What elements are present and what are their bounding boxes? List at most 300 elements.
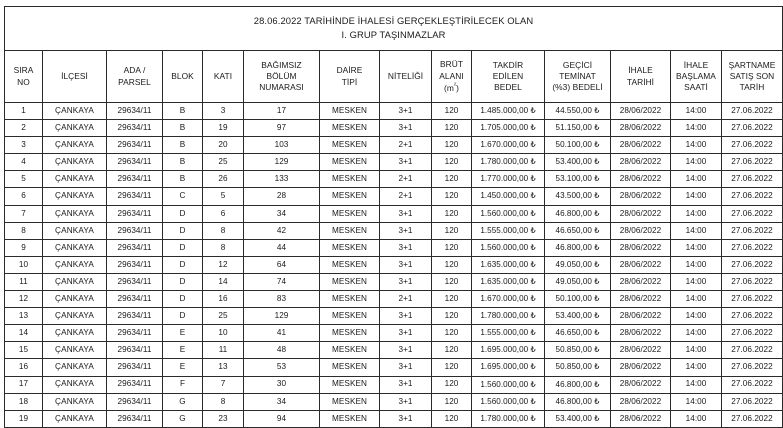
cell-bagimsiz-bolum-numarasi[interactable]: 41 xyxy=(244,325,320,342)
cell-blok[interactable]: E xyxy=(163,342,203,359)
cell-blok[interactable]: F xyxy=(163,376,203,393)
cell-brut-alani[interactable]: 120 xyxy=(432,120,472,137)
cell-niteligi[interactable]: MESKEN xyxy=(320,359,380,376)
cell-ihale-baslama-saati[interactable]: 14:00 xyxy=(671,103,722,120)
cell-ada-parsel[interactable]: 29634/11 xyxy=(107,222,163,239)
cell-ilcesi[interactable]: ÇANKAYA xyxy=(43,376,107,393)
cell-ilcesi[interactable]: ÇANKAYA xyxy=(43,239,107,256)
cell-ihale-tarihi[interactable]: 28/06/2022 xyxy=(611,154,671,171)
table-row[interactable] xyxy=(5,359,783,376)
cell-blok[interactable]: C xyxy=(163,188,203,205)
column-header-blok[interactable] xyxy=(163,51,203,103)
cell-bagimsiz-bolum-numarasi[interactable]: 42 xyxy=(244,222,320,239)
cell-sartname-satis-son-tarih[interactable]: 27.06.2022 xyxy=(722,120,783,137)
cell-daire-tipi[interactable]: 3+1 xyxy=(380,256,432,273)
cell-sartname-satis-son-tarih[interactable]: 27.06.2022 xyxy=(722,308,783,325)
cell-ada-parsel[interactable]: 29634/11 xyxy=(107,171,163,188)
cell-takdir-edilen-bedel[interactable]: 1.780.000,00 ₺ xyxy=(472,308,545,325)
table-row[interactable] xyxy=(5,393,783,410)
cell-kati[interactable]: 12 xyxy=(203,256,244,273)
cell-brut-alani[interactable]: 120 xyxy=(432,137,472,154)
cell-takdir-edilen-bedel[interactable]: 1.780.000,00 ₺ xyxy=(472,410,545,427)
cell-sira-no[interactable]: 16 xyxy=(5,359,43,376)
cell-ilcesi[interactable]: ÇANKAYA xyxy=(43,308,107,325)
cell-sira-no[interactable]: 13 xyxy=(5,308,43,325)
cell-brut-alani[interactable]: 120 xyxy=(432,239,472,256)
cell-sartname-satis-son-tarih[interactable]: 27.06.2022 xyxy=(722,239,783,256)
cell-ada-parsel[interactable]: 29634/11 xyxy=(107,239,163,256)
cell-takdir-edilen-bedel[interactable]: 1.695.000,00 ₺ xyxy=(472,359,545,376)
cell-brut-alani[interactable]: 120 xyxy=(432,376,472,393)
cell-blok[interactable]: G xyxy=(163,393,203,410)
column-header-dai-re-ti-pi[interactable] xyxy=(320,51,380,103)
cell-niteligi[interactable]: MESKEN xyxy=(320,171,380,188)
cell-takdir-edilen-bedel[interactable]: 1.770.000,00 ₺ xyxy=(472,171,545,188)
cell-kati[interactable]: 16 xyxy=(203,291,244,308)
cell-bagimsiz-bolum-numarasi[interactable]: 34 xyxy=(244,205,320,222)
cell-gecici-teminat-bedeli[interactable]: 46.800,00 ₺ xyxy=(545,376,611,393)
cell-ihale-tarihi[interactable]: 28/06/2022 xyxy=(611,239,671,256)
cell-takdir-edilen-bedel[interactable]: 1.560.000,00 ₺ xyxy=(472,393,545,410)
cell-takdir-edilen-bedel[interactable]: 1.555.000,00 ₺ xyxy=(472,222,545,239)
table-row[interactable] xyxy=(5,325,783,342)
cell-ihale-tarihi[interactable]: 28/06/2022 xyxy=(611,308,671,325)
cell-ada-parsel[interactable]: 29634/11 xyxy=(107,273,163,290)
cell-gecici-teminat-bedeli[interactable]: 46.800,00 ₺ xyxy=(545,205,611,222)
cell-ihale-baslama-saati[interactable]: 14:00 xyxy=(671,222,722,239)
cell-takdir-edilen-bedel[interactable]: 1.695.000,00 ₺ xyxy=(472,342,545,359)
cell-niteligi[interactable]: MESKEN xyxy=(320,256,380,273)
cell-ihale-tarihi[interactable]: 28/06/2022 xyxy=(611,410,671,427)
cell-daire-tipi[interactable]: 2+1 xyxy=(380,137,432,154)
cell-bagimsiz-bolum-numarasi[interactable]: 129 xyxy=(244,308,320,325)
cell-blok[interactable]: D xyxy=(163,308,203,325)
cell-sira-no[interactable]: 1 xyxy=(5,103,43,120)
cell-kati[interactable]: 14 xyxy=(203,273,244,290)
cell-brut-alani[interactable]: 120 xyxy=(432,103,472,120)
cell-ihale-tarihi[interactable]: 28/06/2022 xyxy=(611,342,671,359)
cell-niteligi[interactable]: MESKEN xyxy=(320,103,380,120)
cell-ihale-baslama-saati[interactable]: 14:00 xyxy=(671,359,722,376)
cell-kati[interactable]: 8 xyxy=(203,393,244,410)
cell-blok[interactable]: B xyxy=(163,154,203,171)
cell-ada-parsel[interactable]: 29634/11 xyxy=(107,342,163,359)
column-header-i-hale-tari-hi[interactable] xyxy=(611,51,671,103)
cell-ilcesi[interactable]: ÇANKAYA xyxy=(43,137,107,154)
cell-sartname-satis-son-tarih[interactable]: 27.06.2022 xyxy=(722,256,783,273)
cell-ihale-tarihi[interactable]: 28/06/2022 xyxy=(611,273,671,290)
cell-takdir-edilen-bedel[interactable]: 1.670.000,00 ₺ xyxy=(472,137,545,154)
cell-daire-tipi[interactable]: 3+1 xyxy=(380,103,432,120)
cell-daire-tipi[interactable]: 3+1 xyxy=(380,325,432,342)
cell-ihale-baslama-saati[interactable]: 14:00 xyxy=(671,256,722,273)
table-row[interactable] xyxy=(5,376,783,393)
cell-niteligi[interactable]: MESKEN xyxy=(320,205,380,222)
cell-niteligi[interactable]: MESKEN xyxy=(320,137,380,154)
cell-ihale-baslama-saati[interactable]: 14:00 xyxy=(671,410,722,427)
cell-niteligi[interactable]: MESKEN xyxy=(320,120,380,137)
cell-takdir-edilen-bedel[interactable]: 1.635.000,00 ₺ xyxy=(472,256,545,273)
cell-ada-parsel[interactable]: 29634/11 xyxy=(107,308,163,325)
cell-sartname-satis-son-tarih[interactable]: 27.06.2022 xyxy=(722,359,783,376)
cell-ada-parsel[interactable]: 29634/11 xyxy=(107,120,163,137)
cell-bagimsiz-bolum-numarasi[interactable]: 133 xyxy=(244,171,320,188)
table-row[interactable] xyxy=(5,342,783,359)
cell-bagimsiz-bolum-numarasi[interactable]: 94 xyxy=(244,410,320,427)
cell-brut-alani[interactable]: 120 xyxy=(432,342,472,359)
cell-daire-tipi[interactable]: 3+1 xyxy=(380,120,432,137)
cell-niteligi[interactable]: MESKEN xyxy=(320,239,380,256)
cell-ada-parsel[interactable]: 29634/11 xyxy=(107,376,163,393)
cell-sira-no[interactable]: 18 xyxy=(5,393,43,410)
cell-bagimsiz-bolum-numarasi[interactable]: 83 xyxy=(244,291,320,308)
cell-gecici-teminat-bedeli[interactable]: 53.400,00 ₺ xyxy=(545,410,611,427)
cell-kati[interactable]: 8 xyxy=(203,222,244,239)
cell-gecici-teminat-bedeli[interactable]: 53.100,00 ₺ xyxy=(545,171,611,188)
cell-ihale-baslama-saati[interactable]: 14:00 xyxy=(671,393,722,410)
cell-ada-parsel[interactable]: 29634/11 xyxy=(107,256,163,273)
column-header-sartname-satis-son-tari-h[interactable] xyxy=(722,51,783,103)
cell-sartname-satis-son-tarih[interactable]: 27.06.2022 xyxy=(722,222,783,239)
cell-brut-alani[interactable]: 120 xyxy=(432,256,472,273)
cell-ada-parsel[interactable]: 29634/11 xyxy=(107,325,163,342)
cell-niteligi[interactable]: MESKEN xyxy=(320,342,380,359)
cell-takdir-edilen-bedel[interactable]: 1.560.000,00 ₺ xyxy=(472,239,545,256)
cell-ilcesi[interactable]: ÇANKAYA xyxy=(43,342,107,359)
cell-ada-parsel[interactable]: 29634/11 xyxy=(107,137,163,154)
cell-brut-alani[interactable]: 120 xyxy=(432,188,472,205)
cell-takdir-edilen-bedel[interactable]: 1.555.000,00 ₺ xyxy=(472,325,545,342)
cell-sartname-satis-son-tarih[interactable]: 27.06.2022 xyxy=(722,154,783,171)
cell-ihale-tarihi[interactable]: 28/06/2022 xyxy=(611,120,671,137)
cell-ihale-tarihi[interactable]: 28/06/2022 xyxy=(611,171,671,188)
cell-ihale-baslama-saati[interactable]: 14:00 xyxy=(671,291,722,308)
cell-blok[interactable]: B xyxy=(163,171,203,188)
cell-takdir-edilen-bedel[interactable]: 1.670.000,00 ₺ xyxy=(472,291,545,308)
cell-brut-alani[interactable]: 120 xyxy=(432,291,472,308)
cell-ilcesi[interactable]: ÇANKAYA xyxy=(43,359,107,376)
cell-daire-tipi[interactable]: 2+1 xyxy=(380,291,432,308)
cell-ihale-baslama-saati[interactable]: 14:00 xyxy=(671,205,722,222)
cell-brut-alani[interactable]: 120 xyxy=(432,154,472,171)
cell-blok[interactable]: G xyxy=(163,410,203,427)
cell-ihale-baslama-saati[interactable]: 14:00 xyxy=(671,171,722,188)
cell-brut-alani[interactable]: 120 xyxy=(432,273,472,290)
table-row[interactable] xyxy=(5,410,783,427)
cell-ilcesi[interactable]: ÇANKAYA xyxy=(43,171,107,188)
cell-gecici-teminat-bedeli[interactable]: 50.850,00 ₺ xyxy=(545,342,611,359)
column-header-kati[interactable] xyxy=(203,51,244,103)
cell-kati[interactable]: 6 xyxy=(203,205,244,222)
cell-takdir-edilen-bedel[interactable]: 1.705.000,00 ₺ xyxy=(472,120,545,137)
cell-ihale-baslama-saati[interactable]: 14:00 xyxy=(671,342,722,359)
cell-takdir-edilen-bedel[interactable]: 1.560.000,00 ₺ xyxy=(472,205,545,222)
cell-blok[interactable]: D xyxy=(163,205,203,222)
cell-niteligi[interactable]: MESKEN xyxy=(320,291,380,308)
table-row[interactable] xyxy=(5,308,783,325)
column-header-i-hale-baslama-saati[interactable] xyxy=(671,51,722,103)
cell-daire-tipi[interactable]: 2+1 xyxy=(380,171,432,188)
table-row[interactable] xyxy=(5,273,783,290)
column-header-geci-ci-temi-nat-3-bedeli[interactable] xyxy=(545,51,611,103)
cell-brut-alani[interactable]: 120 xyxy=(432,393,472,410)
cell-kati[interactable]: 10 xyxy=(203,325,244,342)
cell-sartname-satis-son-tarih[interactable]: 27.06.2022 xyxy=(722,205,783,222)
table-row[interactable] xyxy=(5,256,783,273)
cell-takdir-edilen-bedel[interactable]: 1.450.000,00 ₺ xyxy=(472,188,545,205)
table-row[interactable] xyxy=(5,239,783,256)
cell-sira-no[interactable]: 19 xyxy=(5,410,43,427)
cell-gecici-teminat-bedeli[interactable]: 49.050,00 ₺ xyxy=(545,256,611,273)
cell-ilcesi[interactable]: ÇANKAYA xyxy=(43,256,107,273)
cell-niteligi[interactable]: MESKEN xyxy=(320,188,380,205)
cell-brut-alani[interactable]: 120 xyxy=(432,308,472,325)
column-header-takdi-r-edi-len-bedel[interactable] xyxy=(472,51,545,103)
cell-bagimsiz-bolum-numarasi[interactable]: 97 xyxy=(244,120,320,137)
cell-daire-tipi[interactable]: 3+1 xyxy=(380,393,432,410)
cell-kati[interactable]: 13 xyxy=(203,359,244,376)
cell-ada-parsel[interactable]: 29634/11 xyxy=(107,103,163,120)
cell-blok[interactable]: D xyxy=(163,273,203,290)
cell-brut-alani[interactable]: 120 xyxy=(432,171,472,188)
column-header-line: KATI xyxy=(213,70,233,81)
cell-bagimsiz-bolum-numarasi[interactable]: 129 xyxy=(244,154,320,171)
cell-gecici-teminat-bedeli[interactable]: 46.650,00 ₺ xyxy=(545,325,611,342)
cell-bagimsiz-bolum-numarasi[interactable]: 48 xyxy=(244,342,320,359)
cell-takdir-edilen-bedel[interactable]: 1.560.000,00 ₺ xyxy=(472,376,545,393)
cell-bagimsiz-bolum-numarasi[interactable]: 17 xyxy=(244,103,320,120)
table-row[interactable] xyxy=(5,137,783,154)
cell-niteligi[interactable]: MESKEN xyxy=(320,410,380,427)
cell-bagimsiz-bolum-numarasi[interactable]: 30 xyxy=(244,376,320,393)
cell-ada-parsel[interactable]: 29634/11 xyxy=(107,393,163,410)
cell-brut-alani[interactable]: 120 xyxy=(432,205,472,222)
cell-bagimsiz-bolum-numarasi[interactable]: 34 xyxy=(244,393,320,410)
cell-sartname-satis-son-tarih[interactable]: 27.06.2022 xyxy=(722,325,783,342)
cell-takdir-edilen-bedel[interactable]: 1.485.000,00 ₺ xyxy=(472,103,545,120)
cell-blok[interactable]: B xyxy=(163,103,203,120)
cell-sira-no[interactable]: 17 xyxy=(5,376,43,393)
cell-ilcesi[interactable]: ÇANKAYA xyxy=(43,393,107,410)
cell-ihale-tarihi[interactable]: 28/06/2022 xyxy=(611,188,671,205)
cell-brut-alani[interactable]: 120 xyxy=(432,359,472,376)
cell-sira-no[interactable]: 4 xyxy=(5,154,43,171)
cell-ihale-tarihi[interactable]: 28/06/2022 xyxy=(611,137,671,154)
cell-sartname-satis-son-tarih[interactable]: 27.06.2022 xyxy=(722,103,783,120)
cell-sartname-satis-son-tarih[interactable]: 27.06.2022 xyxy=(722,171,783,188)
cell-sartname-satis-son-tarih[interactable]: 27.06.2022 xyxy=(722,376,783,393)
cell-sartname-satis-son-tarih[interactable]: 27.06.2022 xyxy=(722,137,783,154)
cell-blok[interactable]: D xyxy=(163,239,203,256)
cell-sira-no[interactable]: 14 xyxy=(5,325,43,342)
cell-ihale-baslama-saati[interactable]: 14:00 xyxy=(671,188,722,205)
cell-sartname-satis-son-tarih[interactable]: 27.06.2022 xyxy=(722,188,783,205)
cell-daire-tipi[interactable]: 3+1 xyxy=(380,154,432,171)
cell-ilcesi[interactable]: ÇANKAYA xyxy=(43,103,107,120)
cell-ada-parsel[interactable]: 29634/11 xyxy=(107,291,163,308)
cell-bagimsiz-bolum-numarasi[interactable]: 74 xyxy=(244,273,320,290)
cell-ihale-tarihi[interactable]: 28/06/2022 xyxy=(611,376,671,393)
cell-daire-tipi[interactable]: 3+1 xyxy=(380,273,432,290)
column-header-ni-teli-gi[interactable] xyxy=(380,51,432,103)
table-row[interactable] xyxy=(5,291,783,308)
cell-niteligi[interactable]: MESKEN xyxy=(320,325,380,342)
cell-kati[interactable]: 11 xyxy=(203,342,244,359)
cell-ada-parsel[interactable]: 29634/11 xyxy=(107,188,163,205)
cell-kati[interactable]: 19 xyxy=(203,120,244,137)
cell-daire-tipi[interactable]: 3+1 xyxy=(380,239,432,256)
cell-takdir-edilen-bedel[interactable]: 1.635.000,00 ₺ xyxy=(472,273,545,290)
cell-kati[interactable]: 3 xyxy=(203,103,244,120)
cell-gecici-teminat-bedeli[interactable]: 53.400,00 ₺ xyxy=(545,308,611,325)
cell-ada-parsel[interactable]: 29634/11 xyxy=(107,359,163,376)
cell-sira-no[interactable]: 3 xyxy=(5,137,43,154)
cell-blok[interactable]: E xyxy=(163,325,203,342)
table-row[interactable] xyxy=(5,222,783,239)
cell-ada-parsel[interactable]: 29634/11 xyxy=(107,154,163,171)
table-row[interactable] xyxy=(5,103,783,120)
cell-kati[interactable]: 23 xyxy=(203,410,244,427)
cell-sira-no[interactable]: 9 xyxy=(5,239,43,256)
cell-gecici-teminat-bedeli[interactable]: 44.550,00 ₺ xyxy=(545,103,611,120)
cell-bagimsiz-bolum-numarasi[interactable]: 53 xyxy=(244,359,320,376)
cell-bagimsiz-bolum-numarasi[interactable]: 64 xyxy=(244,256,320,273)
cell-blok[interactable]: B xyxy=(163,120,203,137)
cell-gecici-teminat-bedeli[interactable]: 51.150,00 ₺ xyxy=(545,120,611,137)
cell-sira-no[interactable]: 11 xyxy=(5,273,43,290)
cell-ilcesi[interactable]: ÇANKAYA xyxy=(43,325,107,342)
cell-gecici-teminat-bedeli[interactable]: 50.100,00 ₺ xyxy=(545,137,611,154)
cell-ada-parsel[interactable]: 29634/11 xyxy=(107,205,163,222)
cell-sartname-satis-son-tarih[interactable]: 27.06.2022 xyxy=(722,273,783,290)
cell-ihale-tarihi[interactable]: 28/06/2022 xyxy=(611,393,671,410)
cell-kati[interactable]: 26 xyxy=(203,171,244,188)
cell-daire-tipi[interactable]: 3+1 xyxy=(380,222,432,239)
cell-bagimsiz-bolum-numarasi[interactable]: 28 xyxy=(244,188,320,205)
cell-gecici-teminat-bedeli[interactable]: 50.100,00 ₺ xyxy=(545,291,611,308)
cell-blok[interactable]: B xyxy=(163,137,203,154)
cell-gecici-teminat-bedeli[interactable]: 46.800,00 ₺ xyxy=(545,239,611,256)
cell-ihale-baslama-saati[interactable]: 14:00 xyxy=(671,273,722,290)
cell-sira-no[interactable]: 10 xyxy=(5,256,43,273)
cell-ihale-baslama-saati[interactable]: 14:00 xyxy=(671,154,722,171)
cell-niteligi[interactable]: MESKEN xyxy=(320,222,380,239)
cell-sira-no[interactable]: 2 xyxy=(5,120,43,137)
cell-sira-no[interactable]: 12 xyxy=(5,291,43,308)
cell-ilcesi[interactable]: ÇANKAYA xyxy=(43,188,107,205)
cell-ihale-tarihi[interactable]: 28/06/2022 xyxy=(611,256,671,273)
cell-blok[interactable]: D xyxy=(163,256,203,273)
cell-kati[interactable]: 25 xyxy=(203,308,244,325)
column-header-sira-no[interactable] xyxy=(5,51,43,103)
table-row[interactable] xyxy=(5,205,783,222)
cell-sira-no[interactable]: 15 xyxy=(5,342,43,359)
cell-bagimsiz-bolum-numarasi[interactable]: 103 xyxy=(244,137,320,154)
cell-gecici-teminat-bedeli[interactable]: 46.650,00 ₺ xyxy=(545,222,611,239)
cell-ilcesi[interactable]: ÇANKAYA xyxy=(43,273,107,290)
column-header-i-lcesi[interactable] xyxy=(43,51,107,103)
table-row[interactable] xyxy=(5,120,783,137)
column-header-ada-parsel[interactable] xyxy=(107,51,163,103)
cell-sartname-satis-son-tarih[interactable]: 27.06.2022 xyxy=(722,342,783,359)
cell-bagimsiz-bolum-numarasi[interactable]: 44 xyxy=(244,239,320,256)
cell-daire-tipi[interactable]: 3+1 xyxy=(380,359,432,376)
cell-blok[interactable]: D xyxy=(163,291,203,308)
column-header-brut-alani-m[interactable] xyxy=(432,51,472,103)
cell-kati[interactable]: 7 xyxy=(203,376,244,393)
cell-ihale-baslama-saati[interactable]: 14:00 xyxy=(671,120,722,137)
cell-ada-parsel[interactable]: 29634/11 xyxy=(107,410,163,427)
cell-daire-tipi[interactable]: 3+1 xyxy=(380,205,432,222)
cell-daire-tipi[interactable]: 3+1 xyxy=(380,410,432,427)
cell-ihale-tarihi[interactable]: 28/06/2022 xyxy=(611,205,671,222)
cell-niteligi[interactable]: MESKEN xyxy=(320,376,380,393)
table-row[interactable] xyxy=(5,171,783,188)
cell-daire-tipi[interactable]: 2+1 xyxy=(380,188,432,205)
table-row[interactable] xyxy=(5,188,783,205)
cell-ihale-tarihi[interactable]: 28/06/2022 xyxy=(611,291,671,308)
cell-gecici-teminat-bedeli[interactable]: 49.050,00 ₺ xyxy=(545,273,611,290)
cell-daire-tipi[interactable]: 3+1 xyxy=(380,342,432,359)
cell-brut-alani[interactable]: 120 xyxy=(432,410,472,427)
cell-ihale-tarihi[interactable]: 28/06/2022 xyxy=(611,325,671,342)
cell-niteligi[interactable]: MESKEN xyxy=(320,273,380,290)
cell-ilcesi[interactable]: ÇANKAYA xyxy=(43,154,107,171)
cell-ihale-tarihi[interactable]: 28/06/2022 xyxy=(611,222,671,239)
cell-sira-no[interactable]: 8 xyxy=(5,222,43,239)
cell-ihale-tarihi[interactable]: 28/06/2022 xyxy=(611,359,671,376)
cell-ihale-baslama-saati[interactable]: 14:00 xyxy=(671,325,722,342)
cell-ilcesi[interactable]: ÇANKAYA xyxy=(43,120,107,137)
cell-blok[interactable]: D xyxy=(163,222,203,239)
cell-brut-alani[interactable]: 120 xyxy=(432,222,472,239)
cell-takdir-edilen-bedel[interactable]: 1.780.000,00 ₺ xyxy=(472,154,545,171)
cell-sartname-satis-son-tarih[interactable]: 27.06.2022 xyxy=(722,410,783,427)
table-row[interactable] xyxy=(5,154,783,171)
cell-sira-no[interactable]: 7 xyxy=(5,205,43,222)
cell-kati[interactable]: 8 xyxy=(203,239,244,256)
cell-sartname-satis-son-tarih[interactable]: 27.06.2022 xyxy=(722,291,783,308)
cell-gecici-teminat-bedeli[interactable]: 46.800,00 ₺ xyxy=(545,393,611,410)
cell-ihale-baslama-saati[interactable]: 14:00 xyxy=(671,239,722,256)
column-header-bagimsiz-bolum-numarasi[interactable] xyxy=(244,51,320,103)
cell-daire-tipi[interactable]: 3+1 xyxy=(380,308,432,325)
cell-gecici-teminat-bedeli[interactable]: 43.500,00 ₺ xyxy=(545,188,611,205)
cell-ilcesi[interactable]: ÇANKAYA xyxy=(43,205,107,222)
cell-kati[interactable]: 25 xyxy=(203,154,244,171)
cell-niteligi[interactable]: MESKEN xyxy=(320,308,380,325)
cell-sira-no[interactable]: 5 xyxy=(5,171,43,188)
cell-blok[interactable]: E xyxy=(163,359,203,376)
cell-ihale-baslama-saati[interactable]: 14:00 xyxy=(671,137,722,154)
cell-niteligi[interactable]: MESKEN xyxy=(320,393,380,410)
cell-gecici-teminat-bedeli[interactable]: 53.400,00 ₺ xyxy=(545,154,611,171)
cell-kati[interactable]: 20 xyxy=(203,137,244,154)
cell-ilcesi[interactable]: ÇANKAYA xyxy=(43,222,107,239)
cell-sira-no[interactable]: 6 xyxy=(5,188,43,205)
cell-niteligi[interactable]: MESKEN xyxy=(320,154,380,171)
cell-ihale-baslama-saati[interactable]: 14:00 xyxy=(671,308,722,325)
cell-kati[interactable]: 5 xyxy=(203,188,244,205)
cell-ihale-tarihi[interactable]: 28/06/2022 xyxy=(611,103,671,120)
cell-sartname-satis-son-tarih[interactable]: 27.06.2022 xyxy=(722,393,783,410)
cell-ilcesi[interactable]: ÇANKAYA xyxy=(43,291,107,308)
cell-brut-alani[interactable]: 120 xyxy=(432,325,472,342)
cell-ihale-baslama-saati[interactable]: 14:00 xyxy=(671,376,722,393)
cell-ilcesi[interactable]: ÇANKAYA xyxy=(43,410,107,427)
cell-gecici-teminat-bedeli[interactable]: 50.850,00 ₺ xyxy=(545,359,611,376)
cell-daire-tipi[interactable]: 3+1 xyxy=(380,376,432,393)
